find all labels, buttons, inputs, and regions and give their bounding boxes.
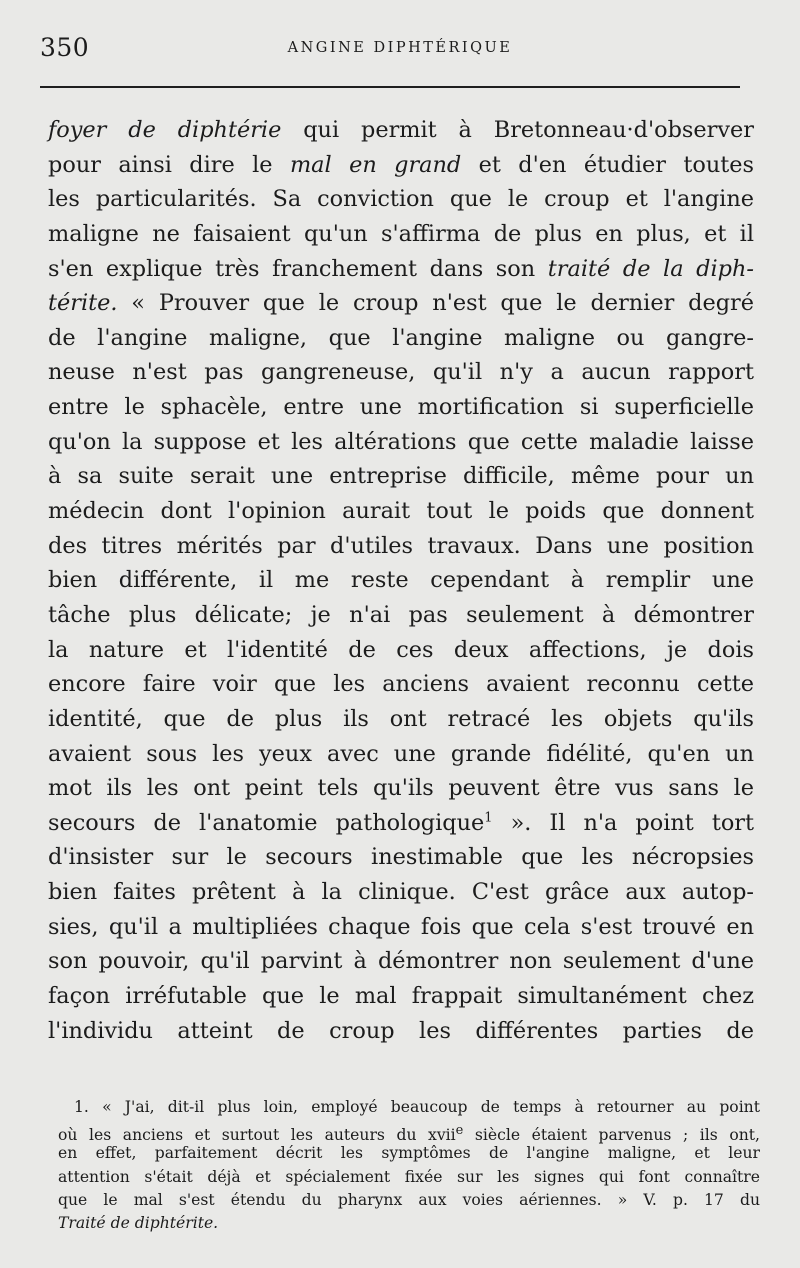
text-line xyxy=(48,425,754,460)
text-line xyxy=(48,182,754,217)
text-line xyxy=(48,598,754,633)
text-segment: ». Il n'a point tort xyxy=(492,809,754,836)
text-segment: sies, qu'il a multipliées chaque fois que cela s'est trouvé en xyxy=(48,913,754,940)
text-segment: neuse n'est pas gangreneuse, qu'il n'y a aucun rapport xyxy=(48,359,754,386)
footnote-line xyxy=(58,1119,760,1145)
text-segment: s'en explique très franchement dans son xyxy=(48,255,548,282)
text-line xyxy=(48,148,754,183)
text-segment: siècle étaient parvenus ; ils ont, xyxy=(463,1126,760,1145)
text-segment: tâche plus délicate; je n'ai pas seulement à démontrer xyxy=(48,601,754,628)
text-segment: entre le sphacèle, entre une mortification si superficielle xyxy=(48,394,754,421)
text-segment: les particularités. Sa conviction que le croup et l'angine xyxy=(48,186,754,213)
text-segment: identité, que de plus ils ont retracé les objets qu'ils xyxy=(48,705,754,732)
footnotes xyxy=(58,1096,760,1235)
text-line xyxy=(48,494,754,529)
text-segment: attention s'était déjà et spécialement fixée sur les signes qui font connaître xyxy=(58,1167,760,1186)
text-segment: « Prouver que le croup n'est que le dernier degré xyxy=(117,290,754,317)
text-line xyxy=(48,875,754,910)
text-segment: avaient sous les yeux avec une grande fidélité, qu'en un xyxy=(48,740,754,767)
text-segment: bien faites prêtent à la clinique. C'est grâce aux autop- xyxy=(48,879,754,906)
text-segment: qu'on la suppose et les altérations que cette maladie laisse xyxy=(48,428,754,455)
running-head: ANGINE DIPHTÉRIQUE xyxy=(287,40,513,56)
text-line xyxy=(48,459,754,494)
text-segment: et d'en étudier toutes xyxy=(461,151,754,178)
text-segment: de l'angine maligne, que l'angine maligne ou gangre- xyxy=(48,324,754,351)
text-segment: maligne ne faisaient qu'un s'affirma de plus en plus, et il xyxy=(48,220,754,247)
text-line xyxy=(48,806,754,841)
text-line xyxy=(48,286,754,321)
body-text xyxy=(48,113,754,1048)
text-line xyxy=(48,390,754,425)
italic-text: térite. xyxy=(48,290,118,317)
text-line xyxy=(48,771,754,806)
text-segment: en effet, parfaitement décrit les symptômes de l'angine maligne, et leur xyxy=(58,1144,760,1163)
text-line xyxy=(48,113,754,148)
text-line xyxy=(48,944,754,979)
text-line xyxy=(48,910,754,945)
text-segment: où les anciens et surtout les auteurs du xvii xyxy=(58,1126,456,1145)
footnote-line xyxy=(58,1189,760,1212)
text-line xyxy=(48,979,754,1014)
text-segment: qui permit à Bretonneau·d'observer xyxy=(281,117,754,143)
text-segment: encore faire voir que les anciens avaient reconnu cette xyxy=(48,671,754,698)
footnote-line xyxy=(58,1096,760,1119)
text-segment: d'insister sur le secours inestimable que les nécropsies xyxy=(48,844,754,871)
text-line xyxy=(48,633,754,668)
text-line xyxy=(48,355,754,390)
text-line xyxy=(48,563,754,598)
footnote-line xyxy=(58,1142,760,1165)
note-marker: e xyxy=(455,1123,464,1139)
text-segment: pour ainsi dire le xyxy=(48,151,290,178)
text-segment: l'individu atteint de croup les différentes parties de xyxy=(48,1017,754,1044)
text-segment: son pouvoir, qu'il parvint à démontrer non seulement d'une xyxy=(48,948,754,975)
italic-text: mal en grand xyxy=(289,151,462,178)
text-segment: des titres mérités par d'utiles travaux. Dans une position xyxy=(48,532,754,559)
text-line xyxy=(48,529,754,564)
text-segment: médecin dont l'opinion aurait tout le poids que donnent xyxy=(48,498,754,525)
italic-text: traité de la diph- xyxy=(547,255,754,282)
text-segment: à sa suite serait une entreprise difficile, même pour un xyxy=(48,463,754,490)
note-marker: 1 xyxy=(484,810,493,826)
text-line xyxy=(48,1014,754,1049)
text-segment: bien différente, il me reste cependant à remplir une xyxy=(48,567,754,594)
text-line xyxy=(48,840,754,875)
italic-text: Traité de diphtérite. xyxy=(58,1213,219,1232)
footnote-line xyxy=(58,1212,760,1235)
text-segment: la nature et l'identité de ces deux affections, je dois xyxy=(48,636,754,663)
text-line xyxy=(48,702,754,737)
page-number: 350 xyxy=(40,33,90,62)
italic-text: foyer de diphtérie xyxy=(48,117,282,143)
text-line xyxy=(48,667,754,702)
text-line xyxy=(48,252,754,287)
text-segment: secours de l'anatomie pathologique xyxy=(48,809,485,836)
text-segment: façon irréfutable que le mal frappait simultanément chez xyxy=(48,983,754,1010)
text-line xyxy=(48,737,754,772)
text-segment: mot ils les ont peint tels qu'ils peuvent être vus sans le xyxy=(48,775,754,802)
text-segment: que le mal s'est étendu du pharynx aux voies aériennes. » V. p. 17 du xyxy=(58,1190,760,1209)
footnote-line xyxy=(58,1166,760,1189)
text-line xyxy=(48,217,754,252)
text-segment: 1. « J'ai, dit-il plus loin, employé beaucoup de temps à retourner au point xyxy=(74,1098,760,1116)
text-line xyxy=(48,321,754,356)
header-rule xyxy=(40,86,740,88)
